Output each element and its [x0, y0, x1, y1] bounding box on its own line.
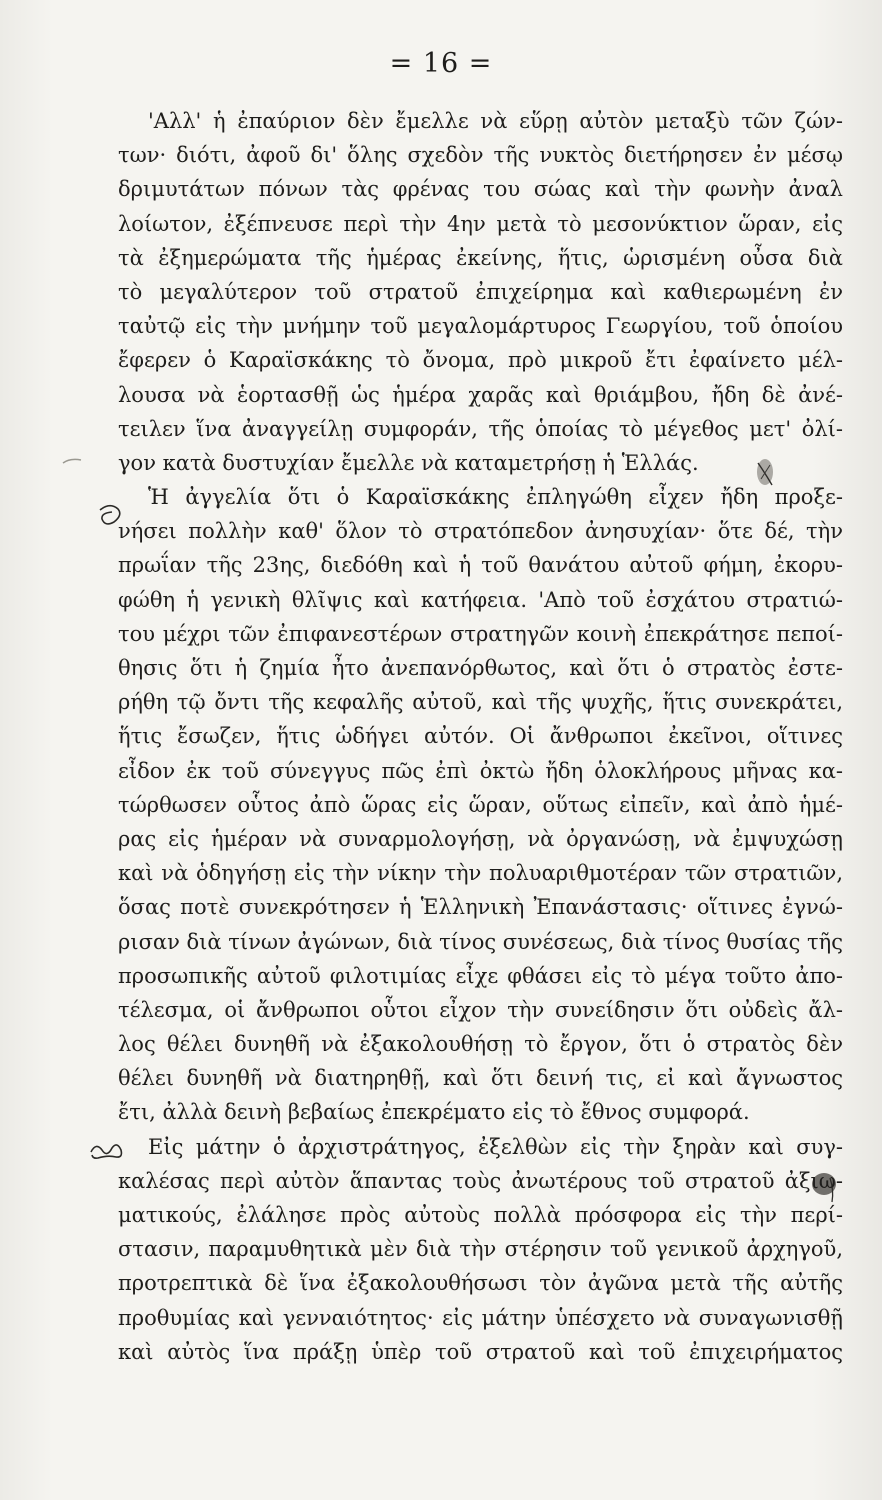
text-line: ρας εἰς ἡμέραν νὰ συναρμολογήσῃ, νὰ ὀργανώσῃ, νὰ ἐμψυχώσῃ	[118, 826, 843, 851]
text-line: Ἡ ἀγγελία ὅτι ὁ Καραϊσκάκης ἐπληγώθη εἶχεν ἤδη προξε-	[148, 485, 843, 510]
text-line: τώρθωσεν οὗτος ἀπὸ ὥρας εἰς ὥραν, οὕτως εἰπεῖν, καὶ ἀπὸ ἡμέ-	[118, 792, 843, 817]
text-line: τὸ μεγαλύτερον τοῦ στρατοῦ ἐπιχείρημα καὶ καθιερωμένη ἐν	[118, 279, 843, 304]
paragraph	[118, 104, 843, 480]
text-line: εἶδον ἐκ τοῦ σύνεγγυς πῶς ἐπὶ ὀκτὼ ἤδη ὁλοκλήρους μῆνας κα-	[118, 758, 843, 783]
body-text	[118, 104, 843, 1369]
page-number: = 16 =	[389, 48, 493, 79]
text-line: πρωΐαν τῆς 23ης, διεδόθη καὶ ἡ τοῦ θανάτου αὐτοῦ φήμη, ἐκορυ-	[118, 553, 843, 578]
text-line: στασιν, παραμυθητικὰ μὲν διὰ τὴν στέρησιν τοῦ γενικοῦ ἀρχηγοῦ,	[118, 1237, 843, 1262]
text-line: ταὐτῷ εἰς τὴν μνήμην τοῦ μεγαλομάρτυρος Γεωργίου, τοῦ ὁποίου	[118, 314, 843, 339]
text-line: Εἰς μάτην ὁ ἀρχιστράτηγος, ἐξελθὼν εἰς τὴν ξηρὰν καὶ συγ-	[148, 1134, 843, 1159]
text-line: τέλεσμα, οἱ ἄνθρωποι οὗτοι εἶχον τὴν συνείδησιν ὅτι οὐδεὶς ἄλ-	[118, 997, 843, 1022]
text-line: λοίωτον, ἐξέπνευσε περὶ τὴν 4ην μετὰ τὸ μεσονύκτιον ὥραν, εἰς	[118, 211, 843, 236]
text-line: προτρεπτικὰ δὲ ἵνα ἐξακολουθήσωσι τὸν ἀγῶνα μετὰ τῆς αὐτῆς	[118, 1271, 843, 1296]
text-line: λουσα νὰ ἑορτασθῇ ὡς ἡμέρα χαρᾶς καὶ θριάμβου, ἤδη δὲ ἀνέ-	[118, 382, 843, 407]
text-line: ρισαν διὰ τίνων ἀγώνων, διὰ τίνος συνέσεως, διὰ τίνος θυσίας τῆς	[118, 929, 843, 954]
text-line: θέλει δυνηθῆ νὰ διατηρηθῇ, καὶ ὅτι δεινή τις, εἰ καὶ ἄγνωστος	[118, 1066, 843, 1091]
text-line: προσωπικῆς αὐτοῦ φιλοτιμίας εἶχε φθάσει εἰς τὸ μέγα τοῦτο ἀπο-	[118, 963, 843, 988]
text-line: του μέχρι τῶν ἐπιφανεστέρων στρατηγῶν κοινὴ ἐπεκράτησε πεποί-	[118, 621, 843, 646]
text-line: καὶ νὰ ὁδηγήσῃ εἰς τὴν νίκην τὴν πολυαριθμοτέραν τῶν στρατιῶν,	[118, 861, 843, 886]
text-line: νήσει πολλὴν καθ' ὅλον τὸ στρατόπεδον ἀνησυχίαν· ὅτε δέ, τὴν	[118, 519, 843, 544]
text-line: ἔτι, ἀλλὰ δεινὴ βεβαίως ἐπεκρέματο εἰς τὸ ἔθνος συμφορά.	[118, 1100, 750, 1125]
paragraph	[118, 480, 843, 1130]
text-line: ἥτις ἔσωζεν, ἥτις ὡδήγει αὐτόν. Οἱ ἄνθρωποι ἐκεῖνοι, οἵτινες	[118, 724, 843, 749]
text-line: ὅσας ποτὲ συνεκρότησεν ἡ Ἑλληνικὴ Ἐπανάστασις· οἵτινες ἐγνώ-	[118, 895, 843, 920]
text-line: γον κατὰ δυστυχίαν ἔμελλε νὰ καταμετρήσῃ ἡ Ἑλλάς.	[118, 450, 699, 475]
text-line: ἔφερεν ὁ Καραϊσκάκης τὸ ὄνομα, πρὸ μικροῦ ἔτι ἐφαίνετο μέλ-	[118, 348, 843, 373]
paragraph	[118, 1130, 843, 1369]
text-line: των· διότι, ἀφοῦ δι' ὅλης σχεδὸν τῆς νυκτὸς διετήρησεν ἐν μέσῳ	[118, 143, 843, 168]
text-line: δριμυτάτων πόνων τὰς φρένας του σώας καὶ τὴν φωνὴν ἀναλ	[118, 177, 843, 202]
text-line: καλέσας περὶ αὐτὸν ἅπαντας τοὺς ἀνωτέρους τοῦ στρατοῦ ἀξιω-	[118, 1168, 843, 1193]
ink-smudge	[62, 450, 82, 458]
text-line: τὰ ἐξημερώματα τῆς ἡμέρας ἐκείνης, ἥτις, ὡρισμένη οὖσα διὰ	[118, 245, 843, 270]
text-line: καὶ αὐτὸς ἵνα πράξῃ ὑπὲρ τοῦ στρατοῦ καὶ τοῦ ἐπιχειρήματος	[118, 1339, 843, 1364]
text-line: θησις ὅτι ἡ ζημία ἦτο ἀνεπανόρθωτος, καὶ ὅτι ὁ στρατὸς ἐστε-	[118, 656, 843, 680]
text-line: προθυμίας καὶ γενναιότητος· εἰς μάτην ὑπέσχετο νὰ συναγωνισθῇ	[118, 1305, 843, 1330]
text-line: τειλεν ἵνα ἀναγγείλῃ συμφοράν, τῆς ὁποίας τὸ μέγεθος μετ' ὀλί-	[118, 416, 843, 441]
text-line: 'Αλλ' ἡ ἐπαύριον δὲν ἔμελλε νὰ εὕρῃ αὐτὸν μεταξὺ τῶν ζών-	[148, 109, 843, 133]
text-line: λος θέλει δυνηθῆ νὰ ἐξακολουθήσῃ τὸ ἔργον, ὅτι ὁ στρατὸς δὲν	[118, 1032, 843, 1057]
text-line: ρήθη τῷ ὄντι τῆς κεφαλῆς αὐτοῦ, καὶ τῆς ψυχῆς, ἥτις συνεκράτει,	[118, 690, 843, 715]
text-line: φώθη ἡ γενικὴ θλῖψις καὶ κατήφεια. 'Απὸ τοῦ ἐσχάτου στρατιώ-	[118, 587, 843, 612]
text-line: ματικούς, ἐλάλησε πρὸς αὐτοὺς πολλὰ πρόσφορα εἰς τὴν περί-	[118, 1203, 843, 1227]
